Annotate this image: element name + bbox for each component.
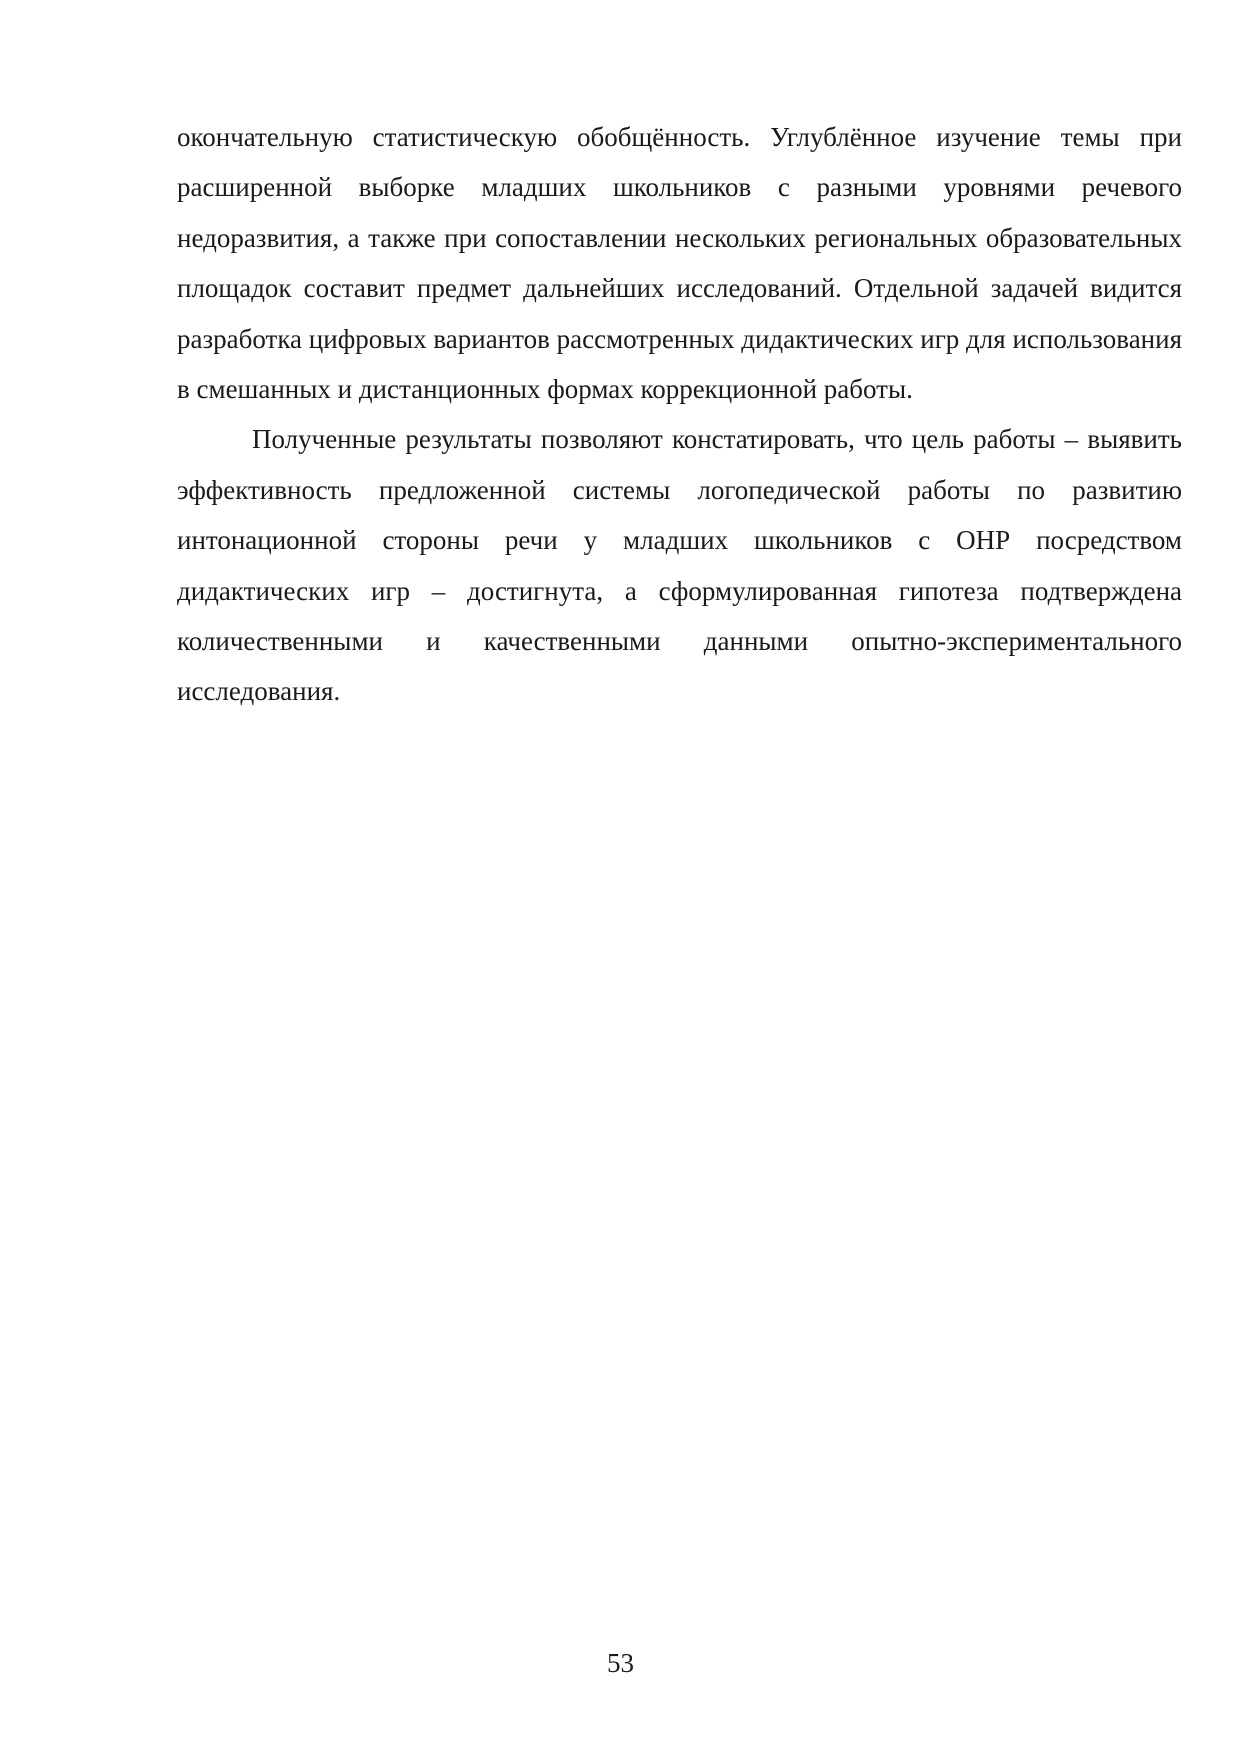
- page-number: 53: [607, 1648, 634, 1678]
- paragraph-conclusion: Полученные результаты позволяют констатировать, что цель работы – выявить эффективность предложенной системы логопедической работы по развитию интонационной стороны речи у младших школьников с ОНР посредством дидактических игр – достигнута, а сформулированная гипотеза подтверждена количественными и качественными данными опытно-экспериментального исследования.: [177, 424, 1182, 707]
- document-body: [177, 112, 1182, 717]
- paragraph-continuation: окончательную статистическую обобщённость. Углублённое изучение темы при расширенной выборке младших школьников с разными уровнями речевого недоразвития, а также при сопоставлении нескольких региональных образовательных площадок составит предмет дальнейших исследований. Отдельной задачей видится разработка цифровых вариантов рассмотренных дидактических игр для использования в смешанных и дистанционных формах коррекционной работы.: [177, 122, 1182, 405]
